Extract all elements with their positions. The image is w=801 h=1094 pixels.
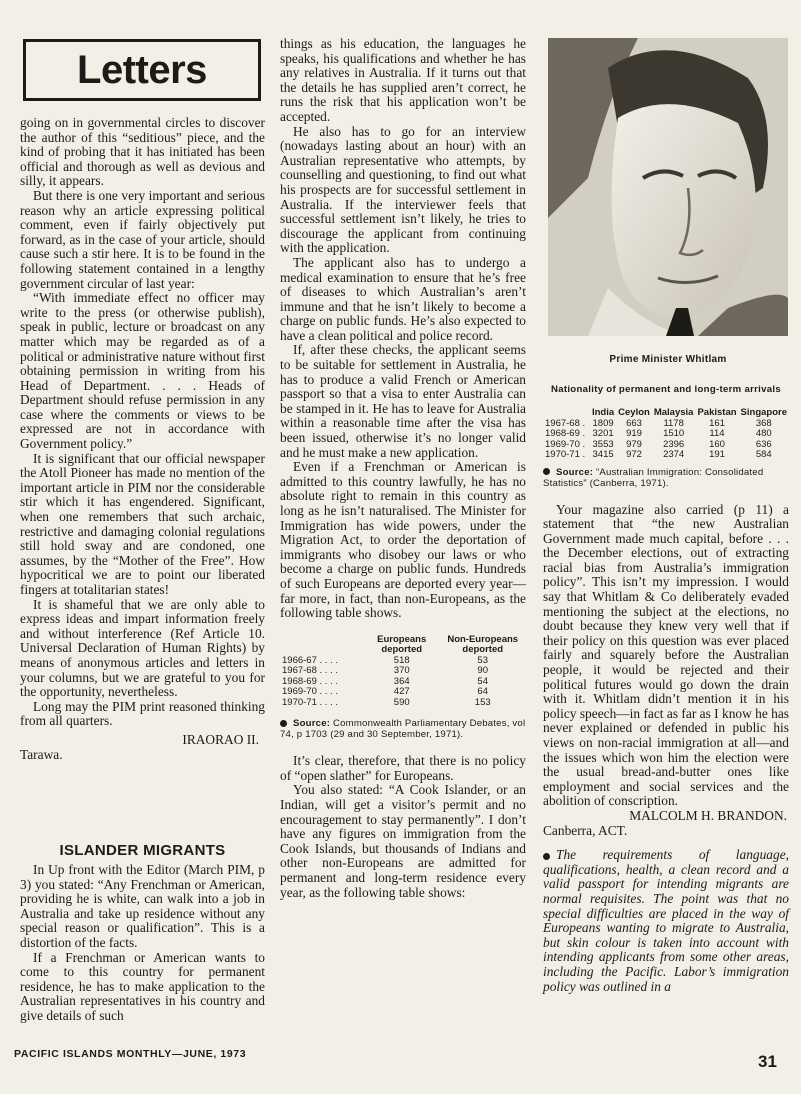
table-cell: 480: [755, 428, 772, 439]
source-text: Commonwealth Parliamentary Debates, vol 74, p 1703 (29 and 30 September, 1971).: [280, 718, 526, 741]
table-cell: 114: [709, 428, 725, 439]
table-cell: 1968-69 . . . .: [282, 675, 338, 687]
table-row: [543, 450, 789, 461]
table-source-note: [280, 718, 526, 740]
paragraph: “With immediate effect no officer may write to the press (or otherwise publish), speak in public, lecture or broadcast on any matter which may be regarded as of a political or administrative nature without first obtaining permission in writing from his Head of Department. . . . Heads of Department should refuse permission in any case where the comments or views to be expressed are not in accordance with Government policy.”: [20, 290, 265, 452]
section-heading: ISLANDER MIGRANTS: [59, 842, 226, 859]
page-footer: PACIFIC ISLANDS MONTHLY—JUNE, 1973: [14, 1048, 247, 1060]
deportation-table: [280, 635, 526, 709]
paragraph: He also has to go for an interview (nowadays lasting about an hour) with an Australian representative who attempts, by counselling and questioning, to find out what his prospects are for successful settlement in Australia. If the interviewer feels that successful settlement isn’t likely, he tries to discourage the applicant from continuing with the application.: [280, 123, 526, 256]
table-cell: 663: [626, 417, 642, 429]
table-header: [280, 635, 364, 656]
masthead-title: Letters: [77, 47, 207, 92]
paragraph: things as his education, the languages he speaks, his qualifications and whether he has any relatives in Australia. If it turns out that the details he has supplied aren’t correct, he runs the risk that his application won’t be accepted.: [280, 36, 526, 124]
editor-note: [543, 848, 789, 994]
editor-note-text: The requirements of language, qualifications, health, a clean record and a valid passport for intending migrants are normal requisites. The point was that no special difficulties are placed in the way of Europeans wanting to migrate to Australia, but skin colour is taken into account with intending applicants from some other areas, including the Pacific. Labor’s immigration policy was outlined in a: [543, 847, 789, 994]
table-cell: 1967-68 .: [545, 417, 586, 429]
paragraph: In Up front with the Editor (March PIM, p 3) you stated: “Any Frenchman or American, providing he is white, can walk into a job in Australia and take up residence without any special reason or qualification”. This is a distortion of the facts.: [20, 862, 265, 950]
paragraph: going on in governmental circles to discover the author of this “seditious” piece, and the kind of probing that it has initiated has been official and thorough as well as devious and silly, it appears.: [20, 115, 265, 189]
table-cell: 368: [755, 417, 772, 429]
source-label: Source:: [556, 466, 594, 478]
table-cell: 427: [393, 686, 410, 698]
column-1: [20, 116, 265, 762]
column-2: [280, 37, 526, 900]
table-header: Malaysia: [653, 407, 694, 418]
signature-place: Canberra, ACT.: [543, 822, 628, 838]
paragraph: If, after these checks, the applicant seems to be suitable for settlement in Australia, he has to produce a valid French or American passport so that a visa to enter Australia can be stamped in it. He has to leave for Australia within a reasonable time after the visa has been issued, otherwise it’s no longer valid and he must make a new application.: [280, 342, 526, 460]
whitlam-portrait-photo: [548, 38, 788, 336]
table-cell: 2396: [663, 438, 685, 450]
table-header: [543, 408, 590, 419]
table-cell: 161: [709, 417, 725, 429]
letters-masthead: [23, 39, 261, 101]
table-row: [543, 429, 789, 440]
table-source-note: [543, 467, 789, 489]
table-header: Singapore: [740, 407, 787, 418]
paragraph: But there is one very important and serious reason why an article expressing political comment, even if fairly objectively put forward, as in the case of your article, should cause such a stir here. It is to be found in the following statement contained in a lengthy government circular of last year:: [20, 187, 265, 291]
table-cell: 1970-71 . . . .: [282, 696, 338, 708]
page-number: 31: [758, 1052, 777, 1071]
table-cell: 191: [709, 449, 725, 460]
bullet-icon: [280, 720, 287, 727]
signature: MALCOLM H. BRANDON.: [629, 807, 787, 823]
table-cell: 1966-67 . . . .: [282, 654, 338, 666]
column-3: [543, 408, 789, 994]
table-cell: 518: [393, 654, 410, 666]
table-header: Non-Europeans deported: [447, 633, 519, 656]
source-text: “Australian Immigration: Consolidated Statistics” (Canberra, 1971).: [543, 466, 764, 489]
table-header-row: [280, 635, 526, 656]
paragraph: If a Frenchman or American wants to come to this country for permanent residence, he has to make application to the Australian representatives in his country and give details of such: [20, 949, 265, 1023]
table-cell: 636: [755, 438, 772, 450]
table-cell: 979: [626, 438, 642, 450]
signature-place: Tarawa.: [20, 746, 63, 762]
table-cell: 1968-69 .: [545, 428, 586, 439]
paragraph: It is shameful that we are only able to express ideas and impart information freely and without interference (Ref Article 10. Universal Declaration of Human Rights) by means of anonymous articles and letters in your columns, but we are grateful to you for the opportunity, nevertheless.: [20, 596, 265, 700]
table-cell: 1969-70 . . . .: [282, 686, 338, 698]
table-row: [280, 698, 526, 709]
table-cell: 1809: [592, 417, 614, 429]
table-cell: 2374: [663, 449, 685, 460]
table-cell: 972: [626, 449, 642, 460]
bullet-icon: [543, 853, 550, 860]
table-cell: 370: [393, 665, 410, 677]
portrait-illustration: [548, 38, 788, 336]
bullet-icon: [543, 468, 550, 475]
table-cell: 64: [477, 686, 488, 698]
paragraph: It is significant that our official newspaper the Atoll Pioneer has made no mention of the important article in PIM nor the considerable stir which it has engendered. Significant, when one remembers that such archaic, restrictive and damaging colonial regulations still hold sway and are condoned, one assumes, by the “Mother of the Free”. How hypocritical we are to point our liberated fingers at totalitarian states!: [20, 450, 265, 597]
table-cell: 584: [755, 449, 772, 460]
table-cell: 364: [393, 675, 410, 687]
table-cell: 1969-70 .: [545, 438, 586, 450]
arrivals-table: [543, 408, 789, 461]
paragraph: Even if a Frenchman or American is admitted to this country lawfully, he has no absolute right to remain in this country as long as he isn’t naturalised. The Minister for Immigration has wide powers, under the Migration Act, to order the deportation of immigrants who disobey our laws or who become a charge on public funds. Hundreds of such Europeans are deported every year—far more, in fact, than non-Europeans, as the following table shows.: [280, 459, 526, 621]
paragraph: It’s clear, therefore, that there is no policy of “open slather” for Europeans.: [280, 753, 526, 783]
table-header: Europeans deported: [377, 633, 427, 656]
table-cell: 590: [393, 696, 410, 708]
table-cell: 3553: [592, 438, 614, 450]
table-cell: 1967-68 . . . .: [282, 665, 338, 677]
paragraph: The applicant also has to undergo a medical examination to ensure that he’s free of diseases to which Australian’s aren’t immune and that he isn’t likely to become a charge on public funds. He’s also expected to have a clean political and police record.: [280, 254, 526, 343]
table-header: Pakistan: [697, 407, 737, 418]
table-cell: 153: [474, 696, 491, 708]
table-header: Ceylon: [618, 407, 650, 418]
table-cell: 3201: [592, 428, 614, 439]
signature: IRAORAO II.: [182, 731, 259, 747]
table-cell: 3415: [592, 449, 614, 460]
table-cell: 54: [477, 675, 488, 687]
table-cell: 1178: [663, 417, 684, 429]
table-cell: 160: [709, 438, 725, 450]
table-cell: 53: [477, 654, 488, 666]
table-cell: 1970-71 .: [545, 449, 586, 460]
table-cell: 90: [477, 665, 488, 677]
source-label: Source:: [293, 718, 331, 730]
table-title: Nationality of permanent and long-term arrivals: [550, 384, 781, 395]
table-cell: 919: [626, 428, 642, 439]
paragraph: Long may the PIM print reasoned thinking from all quarters.: [20, 698, 265, 729]
column-1-lower: [20, 863, 265, 1024]
paragraph: You also stated: “A Cook Islander, or an Indian, will get a visitor’s permit and no encouragement to stay permanently”. I don’t have any figures on immigration from the Cook Islands, but thousands of Indians and other non-Europeans are admitted for permanent and long-term residence every year, as the following table shows:: [280, 782, 526, 900]
table-header: India: [591, 407, 615, 418]
paragraph: Your magazine also carried (p 11) a statement that “the new Australian Government made much capital, before . . . the December elections, out of extracting racial bias from Australia’s immigration policy”. This isn’t my impression. I would say that Whitlam & Co deliberately evaded mentioning the subject at the elections, no doubt because they knew very well that if their policy on this question was ever placed fairly and squarely before the Australian people, it would be rejected and their political futures would go down the drain with it. Whitlam didn’t mention it in his policy speech—in fact as far as I know he has never explained or defended in public his views on non-racial immigration at all—and the issues which won him the election were the usual bread-and-butter ones like employment and social services and the abolition of conscription.: [543, 501, 789, 809]
photo-caption: Prime Minister Whitlam: [609, 354, 727, 365]
table-cell: 1510: [663, 428, 685, 439]
table-header-row: [543, 408, 789, 419]
